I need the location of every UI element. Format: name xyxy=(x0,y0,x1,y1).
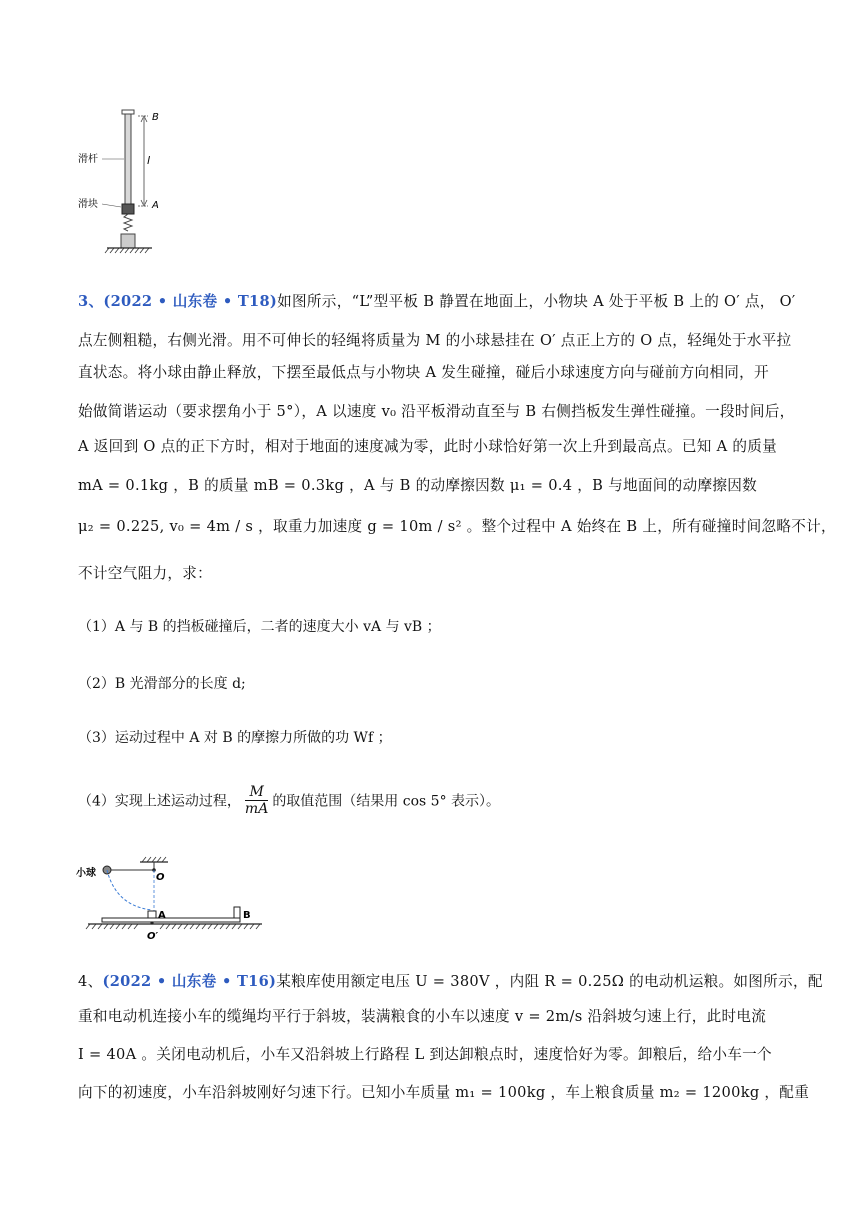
q3-text-line: mA = 0.1kg ，B 的质量 mB = 0.3kg ，A 与 B 的动摩擦因数 μ₁ = 0.4 ，B 与地面间的动摩擦因数 xyxy=(78,477,758,494)
fraction-denominator: mA xyxy=(244,801,269,817)
q4-line-1 xyxy=(78,970,823,991)
q3-source: (2022 • 山东卷 • T18) xyxy=(103,293,278,310)
fig1-label-block: 滑块 xyxy=(78,199,98,210)
q3-text-line: μ₂ = 0.225, v₀ = 4m / s ，取重力加速度 g = 10m / s² 。整个过程中 A 始终在 B 上，所有碰撞时间忽略不计， xyxy=(78,518,836,535)
fig1-label-A: A xyxy=(152,200,159,211)
q4-number: 4、 xyxy=(78,973,103,990)
q3-part-4-suffix: 的取值范围（结果用 cos 5° 表示）。 xyxy=(272,793,501,810)
q3-text-line: A 返回到 O 点的正下方时，相对于地面的速度减为零，此时小球恰好第一次上升到最高点。已知 A 的质量 xyxy=(78,438,778,455)
fig1-label-rod: 滑杆 xyxy=(78,154,98,165)
fig1-label-l: l xyxy=(147,154,151,167)
fig2-label-B: B xyxy=(243,910,251,921)
q4-text-line: 某粮库使用额定电压 U = 380V ，内阻 R = 0.25Ω 的电动机运粮。如图所示，配 xyxy=(276,973,823,990)
q3-part-3: （3）运动过程中 A 对 B 的摩擦力所做的功 Wf ； xyxy=(78,730,392,746)
q4-text-line: I = 40A 。关闭电动机后，小车又沿斜坡上行路程 L 到达卸粮点时，速度恰好为零。卸粮后，给小车一个 xyxy=(78,1046,772,1063)
figure-pendulum-board xyxy=(76,856,276,944)
q3-part-4 xyxy=(78,784,500,817)
q3-text-line: 点左侧粗糙，右侧光滑。用不可伸长的轻绳将质量为 M 的小球悬挂在 O′ 点正上方的 O 点，轻绳处于水平拉 xyxy=(78,332,792,349)
q3-line-1 xyxy=(78,290,795,311)
q3-text-line: 始做简谐运动（要求摆角小于 5°），A 以速度 v₀ 沿平板滑动直至与 B 右侧挡板发生弹性碰撞。一段时间后， xyxy=(78,403,795,420)
q4-text-line: 重和电动机连接小车的缆绳均平行于斜坡，装满粮食的小车以速度 v = 2m/s 沿斜坡匀速上行，此时电流 xyxy=(78,1008,767,1025)
q3-part-2: （2）B 光滑部分的长度 d; xyxy=(78,676,246,692)
q3-text-line: 如图所示，“L”型平板 B 静置在地面上，小物块 A 处于平板 B 上的 O′ 点， O′ xyxy=(277,293,796,310)
fig2-label-ball: 小球 xyxy=(76,868,96,879)
mass-ratio-fraction xyxy=(245,784,268,817)
q4-source: (2022 • 山东卷 • T16) xyxy=(102,973,277,990)
fig1-label-B: B xyxy=(152,112,159,123)
q3-part-1: （1）A 与 B 的挡板碰撞后，二者的速度大小 vA 与 vB ； xyxy=(78,619,441,635)
fig2-label-A: A xyxy=(158,910,166,921)
fig2-label-Oprime: O′ xyxy=(147,931,159,942)
q3-number: 3、 xyxy=(78,293,104,310)
fig2-label-O: O xyxy=(156,872,165,883)
q3-text-line: 不计空气阻力，求： xyxy=(78,565,213,582)
q3-text-line: 直状态。将小球由静止释放，下摆至最低点与小物块 A 发生碰撞，碰后小球速度方向与碰前方向相同，开 xyxy=(78,364,769,381)
figure-slider-rod xyxy=(72,104,182,256)
fraction-numerator: M xyxy=(245,784,268,801)
q4-text-line: 向下的初速度，小车沿斜坡刚好匀速下行。已知小车质量 m₁ = 100kg ，车上粮食质量 m₂ = 1200kg ，配重 xyxy=(78,1084,810,1101)
q3-part-4-prefix: （4）实现上述运动过程， xyxy=(78,793,241,810)
